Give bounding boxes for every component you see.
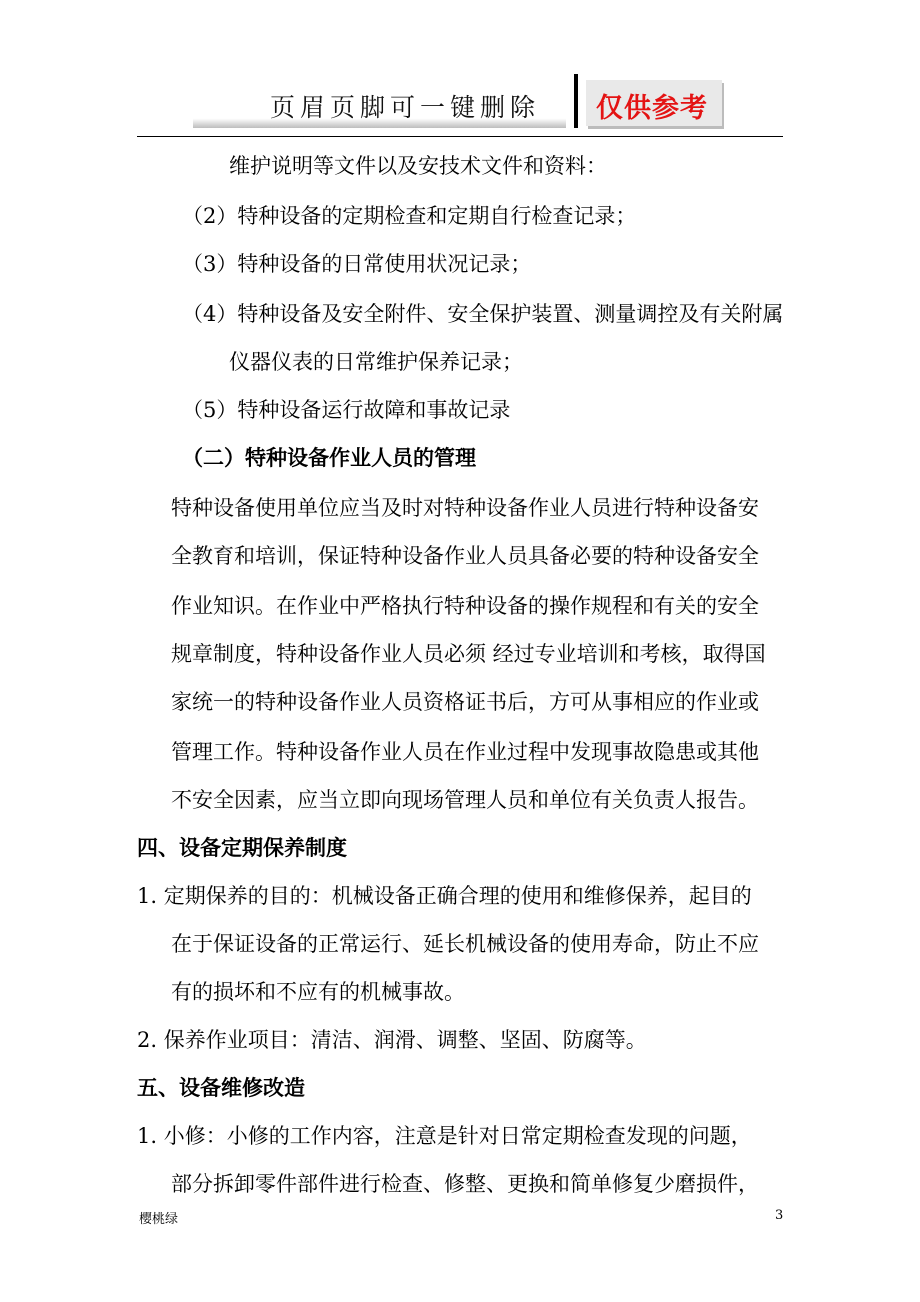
body-line: 有的损坏和不应有的机械事故。 bbox=[171, 980, 465, 1004]
body-line: 维护说明等文件以及安技术文件和资料： bbox=[229, 154, 607, 178]
section-heading: 五、设备维修改造 bbox=[137, 1075, 305, 1100]
paragraph-line: 规章制度，特种设备作业人员必须 经过专业培训和考核，取得国 bbox=[171, 642, 766, 666]
header-rule bbox=[137, 136, 783, 137]
paragraph-line: 不安全因素，应当立即向现场管理人员和单位有关负责人报告。 bbox=[171, 788, 759, 812]
list-item: （5）特种设备运行故障和事故记录 bbox=[182, 398, 511, 422]
header-text: 页眉页脚可一键删除 bbox=[270, 93, 541, 122]
paragraph-line: 家统一的特种设备作业人员资格证书后，方可从事相应的作业或 bbox=[171, 690, 759, 714]
list-item: （2）特种设备的定期检查和定期自行检查记录； bbox=[182, 204, 637, 228]
footer-label: 樱桃绿 bbox=[139, 1212, 179, 1227]
paragraph-line: 特种设备使用单位应当及时对特种设备作业人员进行特种设备安 bbox=[171, 496, 759, 520]
paragraph-line: 作业知识。在作业中严格执行特种设备的操作规程和有关的安全 bbox=[171, 594, 759, 618]
list-item: 1. 定期保养的目的：机械设备正确合理的使用和维修保养，起目的 bbox=[137, 884, 752, 908]
body-line: 仪器仪表的日常维护保养记录； bbox=[229, 350, 523, 374]
section-heading: 四、设备定期保养制度 bbox=[137, 835, 347, 860]
list-item: 2. 保养作业项目：清洁、润滑、调整、坚固、防腐等。 bbox=[137, 1028, 647, 1052]
stamp-text: 仅供参考 bbox=[596, 93, 708, 124]
reference-stamp bbox=[586, 80, 722, 126]
header-divider bbox=[574, 74, 578, 128]
subsection-heading: （二）特种设备作业人员的管理 bbox=[182, 445, 476, 470]
paragraph-line: 管理工作。特种设备作业人员在作业过程中发现事故隐患或其他 bbox=[171, 740, 759, 764]
list-item: （3）特种设备的日常使用状况记录； bbox=[182, 252, 532, 276]
body-line: 在于保证设备的正常运行、延长机械设备的使用寿命，防止不应 bbox=[171, 932, 759, 956]
list-item: 1. 小修：小修的工作内容，注意是针对日常定期检查发现的问题， bbox=[137, 1124, 752, 1148]
body-line: 部分拆卸零件部件进行检查、修整、更换和简单修复少磨损件， bbox=[171, 1172, 759, 1196]
list-item: （4）特种设备及安全附件、安全保护装置、测量调控及有关附属 bbox=[182, 302, 784, 326]
paragraph-line: 全教育和培训，保证特种设备作业人员具备必要的特种设备安全 bbox=[171, 544, 759, 568]
page-number: 3 bbox=[775, 1208, 784, 1223]
